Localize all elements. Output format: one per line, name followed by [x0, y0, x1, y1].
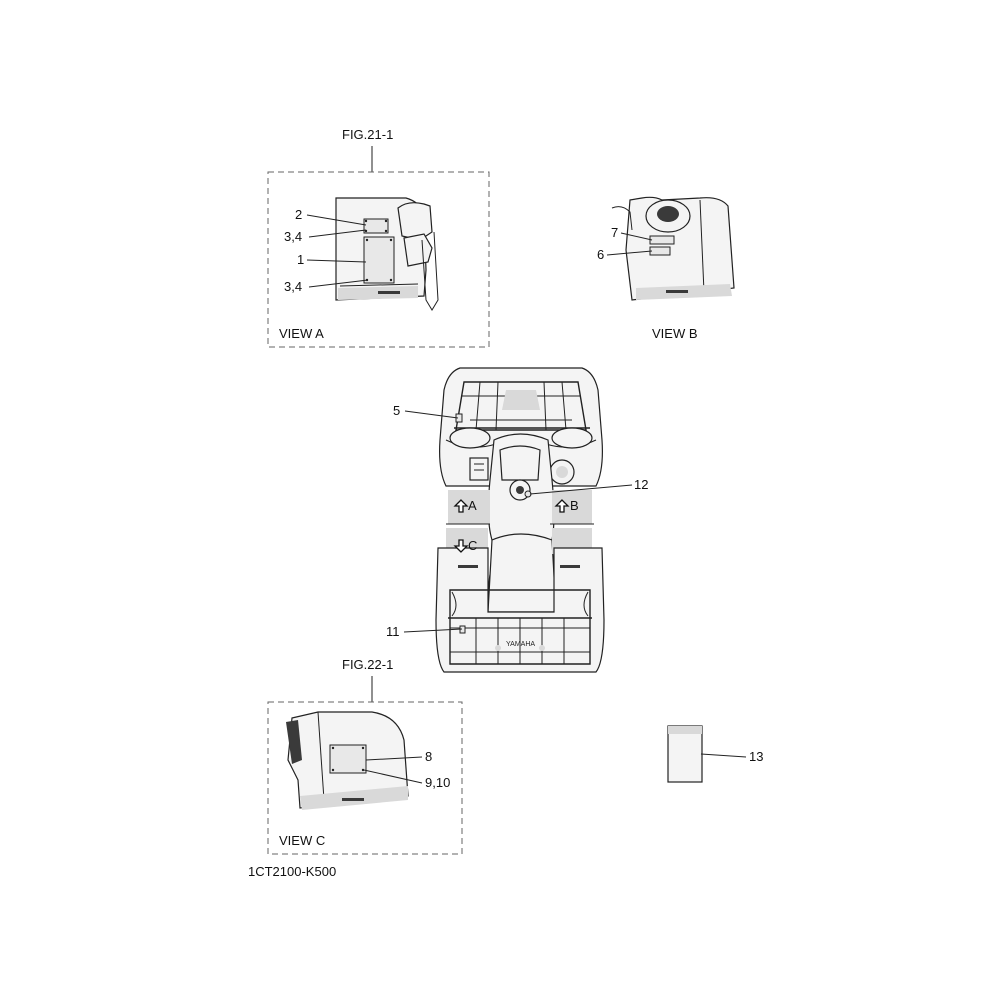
callout-3-4-upper[interactable]: 3,4	[284, 229, 303, 244]
view-a-slot	[378, 291, 400, 294]
fig-21-1-label[interactable]: FIG.21-1	[342, 127, 394, 142]
callout-11[interactable]: 11	[386, 624, 400, 639]
callout-9-10[interactable]: 9,10	[425, 775, 451, 790]
view-arrow-c-letter: C	[468, 538, 478, 553]
label-6-decal[interactable]	[650, 247, 670, 255]
label-8-decal[interactable]	[330, 745, 366, 773]
view-arrow-a-letter: A	[468, 498, 477, 513]
view-c-caption: VIEW C	[279, 833, 326, 848]
part-13-group	[668, 726, 763, 782]
atv-right-headlight	[552, 428, 592, 448]
view-a-handle-grip	[398, 203, 432, 240]
view-a-caption: VIEW A	[279, 326, 324, 341]
callout-13[interactable]: 13	[749, 749, 764, 764]
view-a-group	[268, 127, 489, 347]
atv-left-switch	[470, 458, 488, 480]
label-13-decal[interactable]	[668, 726, 702, 782]
view-c-group	[268, 657, 462, 854]
atv-seat	[488, 534, 556, 612]
callout-5[interactable]: 5	[393, 403, 401, 418]
rear-rack-brand-decal: YAMAHA	[506, 641, 536, 648]
callout-2[interactable]: 2	[295, 207, 303, 222]
fig-22-1-label[interactable]: FIG.22-1	[342, 657, 394, 672]
callout-6[interactable]: 6	[597, 247, 605, 262]
atv-top-view	[386, 368, 648, 672]
callout-3-4-lower[interactable]: 3,4	[284, 279, 303, 294]
callout-1[interactable]: 1	[297, 252, 305, 267]
atv-left-headlight	[450, 428, 490, 448]
view-b-group	[597, 197, 734, 341]
atv-handlebar-cover	[500, 446, 540, 480]
callout-7[interactable]: 7	[611, 225, 619, 240]
callout-12[interactable]: 12	[634, 477, 649, 492]
view-b-caption: VIEW B	[652, 326, 698, 341]
view-arrow-b-letter: B	[570, 498, 579, 513]
diagram-code: 1CT2100-K500	[248, 864, 337, 879]
callout-8[interactable]: 8	[425, 749, 433, 764]
label-2-decal[interactable]	[364, 219, 388, 233]
label-1-decal[interactable]	[364, 237, 394, 283]
label-7-decal[interactable]	[650, 236, 674, 244]
view-a-lever	[404, 234, 432, 266]
